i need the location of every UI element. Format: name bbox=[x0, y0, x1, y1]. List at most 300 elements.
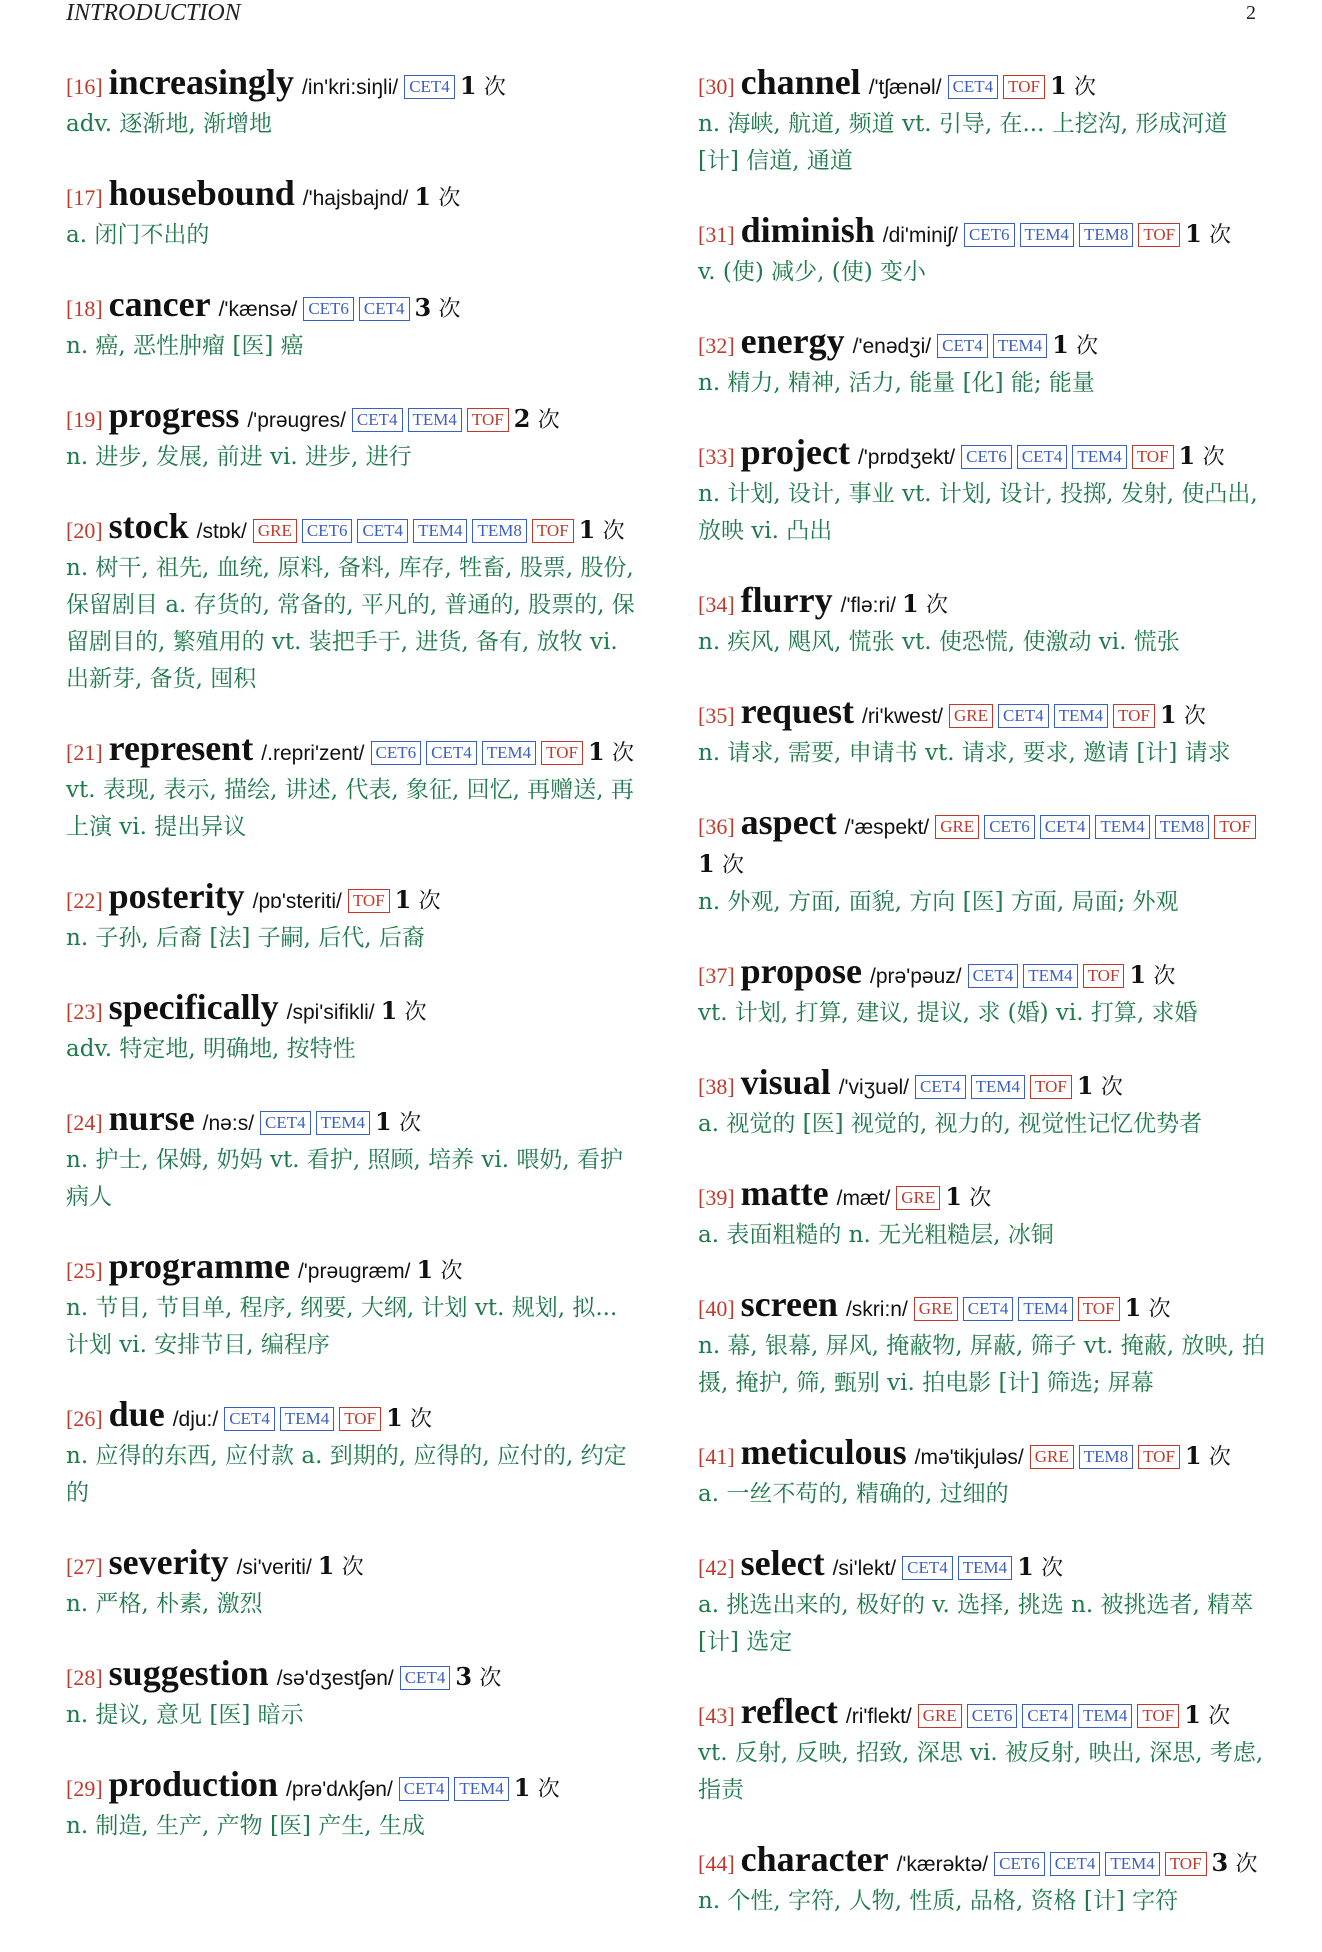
exam-tag-badge: CET4 bbox=[1017, 445, 1068, 469]
frequency-count: 1 bbox=[380, 996, 398, 1025]
phonetic: /pɒ'steriti/ bbox=[252, 890, 342, 913]
headword: reflect bbox=[740, 1691, 838, 1731]
headword: production bbox=[108, 1764, 279, 1804]
definition: n. 癌, 恶性肿瘤 [医] 癌 bbox=[66, 333, 304, 359]
phonetic: /'viʒuəl/ bbox=[838, 1076, 910, 1099]
exam-tag-badge: CET6 bbox=[303, 297, 354, 321]
headword: select bbox=[740, 1543, 825, 1583]
vocab-entry bbox=[66, 175, 642, 254]
entry-number: [16] bbox=[66, 74, 103, 99]
frequency-count: 1 bbox=[1159, 700, 1177, 729]
vocab-entry bbox=[66, 1766, 642, 1845]
entry-number: [33] bbox=[698, 444, 735, 469]
definition: n. 严格, 朴素, 激烈 bbox=[66, 1591, 263, 1617]
exam-tag-badge: TEM4 bbox=[1018, 1297, 1072, 1321]
entry-head bbox=[698, 1064, 1274, 1106]
headword: represent bbox=[108, 728, 254, 768]
headword: suggestion bbox=[108, 1653, 269, 1693]
entry-number: [43] bbox=[698, 1703, 735, 1728]
definition: n. 节目, 节目单, 程序, 纲要, 大纲, 计划 vt. 规划, 拟... 计划 vi. 安排节目, 编程序 bbox=[66, 1295, 618, 1358]
entry-number: [26] bbox=[66, 1406, 103, 1431]
headword: visual bbox=[740, 1062, 831, 1102]
exam-tag-badge: CET4 bbox=[260, 1111, 311, 1135]
frequency-unit: 次 bbox=[1208, 1704, 1231, 1729]
exam-tag-badge: CET4 bbox=[968, 964, 1019, 988]
exam-tag-badge: CET4 bbox=[948, 75, 999, 99]
definition: n. 海峡, 航道, 频道 vt. 引导, 在... 上挖沟, 形成河道 [计] 信道, 通道 bbox=[698, 111, 1228, 174]
vocab-entry bbox=[698, 693, 1274, 772]
phonetic: /mə'tikjuləs/ bbox=[914, 1446, 1024, 1469]
entry-number: [27] bbox=[66, 1554, 103, 1579]
exam-tag-badge: TEM4 bbox=[993, 334, 1047, 358]
exam-tag-badge: TEM4 bbox=[1105, 1852, 1159, 1876]
entry-number: [35] bbox=[698, 703, 735, 728]
right-column bbox=[698, 64, 1274, 1952]
frequency-unit: 次 bbox=[611, 741, 634, 766]
frequency-count: 1 bbox=[317, 1551, 335, 1580]
definition: v. (使) 减少, (使) 变小 bbox=[698, 259, 927, 285]
phonetic: /dju:/ bbox=[172, 1408, 219, 1431]
frequency-unit: 次 bbox=[969, 1186, 992, 1211]
frequency-count: 1 bbox=[513, 1773, 531, 1802]
phonetic: /'æspekt/ bbox=[844, 816, 930, 839]
exam-tag-badge: TEM4 bbox=[413, 519, 467, 543]
frequency-count: 3 bbox=[455, 1662, 473, 1691]
exam-tag-badge: CET6 bbox=[967, 1704, 1018, 1728]
frequency-count: 1 bbox=[1052, 330, 1069, 359]
frequency-unit: 次 bbox=[399, 1111, 422, 1136]
frequency-count: 1 bbox=[1185, 219, 1202, 248]
definition: n. 应得的东西, 应付款 a. 到期的, 应得的, 应付的, 约定的 bbox=[66, 1443, 627, 1506]
entry-number: [20] bbox=[66, 518, 103, 543]
frequency-count: 1 bbox=[698, 849, 715, 878]
frequency-unit: 次 bbox=[1235, 1852, 1258, 1877]
definition: n. 计划, 设计, 事业 vt. 计划, 设计, 投掷, 发射, 使凸出, 放映 vi. 凸出 bbox=[698, 481, 1258, 544]
phonetic: /in'kri:siŋli/ bbox=[302, 76, 399, 99]
phonetic: /'prəugræm/ bbox=[297, 1260, 411, 1283]
entry-number: [30] bbox=[698, 74, 735, 99]
headword: matte bbox=[740, 1173, 829, 1213]
exam-tag-badge: CET4 bbox=[404, 75, 455, 99]
entry-number: [40] bbox=[698, 1296, 735, 1321]
definition: a. 视觉的 [医] 视觉的, 视力的, 视觉性记忆优势者 bbox=[698, 1111, 1203, 1137]
definition: vt. 计划, 打算, 建议, 提议, 求 (婚) vi. 打算, 求婚 bbox=[698, 1000, 1198, 1026]
headword: aspect bbox=[740, 802, 837, 842]
entry-number: [38] bbox=[698, 1074, 735, 1099]
exam-tag-badge: TEM8 bbox=[1079, 223, 1133, 247]
entry-number: [32] bbox=[698, 333, 735, 358]
vocab-entry bbox=[66, 508, 642, 698]
exam-tag-badge: TEM4 bbox=[316, 1111, 370, 1135]
frequency-unit: 次 bbox=[537, 408, 560, 433]
vocab-entry bbox=[66, 1100, 642, 1216]
frequency-unit: 次 bbox=[438, 186, 461, 211]
frequency-unit: 次 bbox=[1148, 1297, 1171, 1322]
exam-tag-badge: TOF bbox=[1113, 704, 1155, 728]
entry-number: [36] bbox=[698, 814, 735, 839]
vocab-entry bbox=[698, 1693, 1274, 1809]
frequency-count: 2 bbox=[513, 404, 531, 433]
exam-tag-badge: TOF bbox=[541, 741, 583, 765]
phonetic: /sə'dʒestʃən/ bbox=[276, 1667, 394, 1690]
entry-head bbox=[66, 1248, 642, 1290]
vocab-entry bbox=[698, 1545, 1274, 1661]
frequency-unit: 次 bbox=[341, 1555, 364, 1580]
phonetic: /skri:n/ bbox=[845, 1298, 908, 1321]
frequency-unit: 次 bbox=[483, 75, 506, 100]
entry-number: [18] bbox=[66, 296, 103, 321]
exam-tag-badge: TEM4 bbox=[1072, 445, 1126, 469]
definition: n. 子孙, 后裔 [法] 子嗣, 后代, 后裔 bbox=[66, 925, 425, 951]
exam-tag-badge: TOF bbox=[1214, 815, 1256, 839]
phonetic: /'tʃænəl/ bbox=[868, 76, 942, 99]
vocab-entry bbox=[698, 1286, 1274, 1402]
entry-number: [19] bbox=[66, 407, 103, 432]
phonetic: /'flə:ri/ bbox=[840, 594, 896, 617]
headword: programme bbox=[108, 1246, 290, 1286]
exam-tag-badge: CET4 bbox=[352, 408, 403, 432]
exam-tag-badge: CET4 bbox=[915, 1075, 966, 1099]
definition: vt. 反射, 反映, 招致, 深思 vi. 被反射, 映出, 深思, 考虑, 指责 bbox=[698, 1740, 1264, 1803]
entry-head bbox=[698, 953, 1274, 995]
frequency-unit: 次 bbox=[537, 1777, 560, 1802]
vocab-entry bbox=[698, 64, 1274, 180]
frequency-count: 1 bbox=[1184, 1700, 1201, 1729]
exam-tag-badge: CET6 bbox=[994, 1852, 1045, 1876]
entry-head bbox=[698, 212, 1274, 254]
exam-tag-badge: GRE bbox=[896, 1186, 940, 1210]
phonetic: /nə:s/ bbox=[202, 1112, 255, 1135]
headword: diminish bbox=[740, 210, 875, 250]
definition: n. 精力, 精神, 活力, 能量 [化] 能; 能量 bbox=[698, 370, 1095, 396]
vocab-entry bbox=[698, 1841, 1274, 1920]
exam-tag-badge: CET4 bbox=[224, 1407, 275, 1431]
definition: a. 表面粗糙的 n. 无光粗糙层, 冰铜 bbox=[698, 1222, 1054, 1248]
entry-number: [22] bbox=[66, 888, 103, 913]
entry-head bbox=[66, 989, 642, 1031]
entry-head bbox=[66, 1544, 642, 1586]
exam-tag-badge: TEM4 bbox=[1078, 1704, 1132, 1728]
header-title: INTRODUCTION bbox=[66, 0, 241, 26]
exam-tag-badge: CET6 bbox=[961, 445, 1012, 469]
frequency-unit: 次 bbox=[410, 1407, 433, 1432]
exam-tag-badge: GRE bbox=[935, 815, 979, 839]
phonetic: /.repri'zent/ bbox=[261, 742, 365, 765]
exam-tag-badge: TOF bbox=[1138, 223, 1180, 247]
left-column bbox=[66, 64, 642, 1877]
phonetic: /'prɒdʒekt/ bbox=[857, 446, 956, 469]
entry-head bbox=[698, 1693, 1274, 1735]
exam-tag-badge: TOF bbox=[1132, 445, 1174, 469]
vocab-entry bbox=[66, 64, 642, 143]
entry-head bbox=[698, 582, 1274, 624]
vocab-entry bbox=[698, 953, 1274, 1032]
headword: channel bbox=[740, 62, 861, 102]
frequency-unit: 次 bbox=[926, 593, 949, 618]
definition: n. 提议, 意见 [医] 暗示 bbox=[66, 1702, 304, 1728]
frequency-count: 1 bbox=[1178, 441, 1196, 470]
exam-tag-badge: CET4 bbox=[359, 297, 410, 321]
phonetic: /ri'flekt/ bbox=[845, 1705, 912, 1728]
exam-tag-badge: CET6 bbox=[371, 741, 422, 765]
frequency-unit: 次 bbox=[438, 297, 461, 322]
exam-tag-badge: TEM4 bbox=[280, 1407, 334, 1431]
entry-head bbox=[698, 323, 1274, 365]
frequency-count: 1 bbox=[386, 1403, 403, 1432]
phonetic: /mæt/ bbox=[836, 1187, 891, 1210]
exam-tag-badge: GRE bbox=[1030, 1445, 1074, 1469]
phonetic: /ri'kwest/ bbox=[861, 705, 944, 728]
exam-tag-badge: CET4 bbox=[937, 334, 988, 358]
definition: n. 树干, 祖先, 血统, 原料, 备料, 库存, 牲畜, 股票, 股份, 保留剧目 a. 存货的, 常备的, 平凡的, 普通的, 股票的, 保留剧目的, 繁殖用的 vt. 装把手于, 进货, 备有, 放牧 vi. 出新芽, 备货, 囤积 bbox=[66, 555, 635, 692]
frequency-count: 1 bbox=[1017, 1552, 1034, 1581]
exam-tag-badge: TOF bbox=[1165, 1852, 1207, 1876]
entry-head bbox=[66, 1396, 642, 1438]
exam-tag-badge: TEM4 bbox=[1020, 223, 1074, 247]
exam-tag-badge: TOF bbox=[1078, 1297, 1120, 1321]
exam-tag-badge: TEM4 bbox=[454, 1777, 508, 1801]
headword: specifically bbox=[108, 987, 279, 1027]
exam-tag-badge: CET4 bbox=[399, 1777, 450, 1801]
exam-tag-badge: CET4 bbox=[1050, 1852, 1101, 1876]
entry-head bbox=[66, 175, 642, 217]
entry-head bbox=[698, 804, 1274, 884]
headword: meticulous bbox=[740, 1432, 907, 1472]
frequency-count: 1 bbox=[945, 1182, 962, 1211]
definition: a. 一丝不苟的, 精确的, 过细的 bbox=[698, 1481, 1009, 1507]
frequency-count: 1 bbox=[1184, 1441, 1202, 1470]
page-number: 2 bbox=[1246, 2, 1256, 24]
entry-head bbox=[698, 1175, 1274, 1217]
entry-number: [23] bbox=[66, 999, 103, 1024]
exam-tag-badge: TOF bbox=[348, 889, 390, 913]
entry-head bbox=[698, 1286, 1274, 1328]
frequency-count: 1 bbox=[901, 589, 919, 618]
definition: n. 疾风, 飓风, 慌张 vt. 使恐慌, 使激动 vi. 慌张 bbox=[698, 629, 1180, 655]
entry-head bbox=[66, 1100, 642, 1142]
headword: cancer bbox=[108, 284, 211, 324]
frequency-count: 3 bbox=[1211, 1848, 1229, 1877]
exam-tag-badge: TOF bbox=[1083, 964, 1125, 988]
frequency-count: 1 bbox=[1124, 1293, 1142, 1322]
exam-tag-badge: TEM8 bbox=[472, 519, 526, 543]
headword: flurry bbox=[740, 580, 833, 620]
vocab-entry bbox=[66, 1655, 642, 1734]
definition: n. 进步, 发展, 前进 vi. 进步, 进行 bbox=[66, 444, 412, 470]
vocab-entry bbox=[698, 804, 1274, 921]
frequency-count: 1 bbox=[578, 515, 596, 544]
definition: n. 外观, 方面, 面貌, 方向 [医] 方面, 局面; 外观 bbox=[698, 889, 1179, 915]
phonetic: /prə'pəuz/ bbox=[870, 965, 962, 988]
entry-number: [21] bbox=[66, 740, 103, 765]
exam-tag-badge: TEM8 bbox=[1155, 815, 1209, 839]
entry-number: [31] bbox=[698, 222, 735, 247]
headword: propose bbox=[740, 951, 863, 991]
frequency-count: 1 bbox=[1076, 1071, 1094, 1100]
frequency-count: 1 bbox=[414, 182, 432, 211]
entry-head bbox=[66, 1766, 642, 1808]
exam-tag-badge: TOF bbox=[1030, 1075, 1072, 1099]
exam-tag-badge: CET4 bbox=[1022, 1704, 1073, 1728]
frequency-unit: 次 bbox=[1100, 1075, 1123, 1100]
headword: due bbox=[108, 1394, 165, 1434]
exam-tag-badge: TEM4 bbox=[1095, 815, 1149, 839]
vocab-entry bbox=[698, 582, 1274, 661]
entry-number: [25] bbox=[66, 1258, 103, 1283]
vocab-entry bbox=[698, 1064, 1274, 1143]
frequency-unit: 次 bbox=[1153, 964, 1176, 989]
headword: character bbox=[740, 1839, 889, 1879]
exam-tag-badge: TEM4 bbox=[971, 1075, 1025, 1099]
phonetic: /stɒk/ bbox=[196, 520, 247, 543]
frequency-count: 3 bbox=[414, 293, 432, 322]
frequency-unit: 次 bbox=[479, 1666, 502, 1691]
phonetic: /'enədʒi/ bbox=[852, 335, 932, 358]
entry-head bbox=[698, 1434, 1274, 1476]
exam-tag-badge: CET4 bbox=[426, 741, 477, 765]
exam-tag-badge: CET4 bbox=[963, 1297, 1014, 1321]
exam-tag-badge: TOF bbox=[1003, 75, 1045, 99]
exam-tag-badge: CET4 bbox=[400, 1666, 451, 1690]
headword: increasingly bbox=[108, 62, 294, 102]
vocab-entry bbox=[698, 212, 1274, 291]
exam-tag-badge: TOF bbox=[467, 408, 509, 432]
exam-tag-badge: TEM4 bbox=[482, 741, 536, 765]
frequency-count: 1 bbox=[394, 885, 412, 914]
entry-number: [28] bbox=[66, 1665, 103, 1690]
exam-tag-badge: TEM4 bbox=[958, 1556, 1012, 1580]
definition: adv. 逐渐地, 渐增地 bbox=[66, 111, 272, 137]
entry-number: [44] bbox=[698, 1851, 735, 1876]
page-header bbox=[66, 0, 1256, 30]
frequency-count: 1 bbox=[1129, 960, 1147, 989]
entry-number: [17] bbox=[66, 185, 103, 210]
exam-tag-badge: CET6 bbox=[302, 519, 353, 543]
headword: housebound bbox=[108, 173, 295, 213]
exam-tag-badge: TOF bbox=[339, 1407, 381, 1431]
entry-number: [24] bbox=[66, 1110, 103, 1135]
exam-tag-badge: CET6 bbox=[964, 223, 1015, 247]
definition: n. 请求, 需要, 申请书 vt. 请求, 要求, 邀请 [计] 请求 bbox=[698, 740, 1231, 766]
entry-head bbox=[66, 397, 642, 439]
entry-head bbox=[698, 64, 1274, 106]
phonetic: /'kærəktə/ bbox=[896, 1853, 989, 1876]
vocab-entry bbox=[66, 397, 642, 476]
headword: stock bbox=[108, 506, 189, 546]
exam-tag-badge: CET6 bbox=[984, 815, 1035, 839]
frequency-unit: 次 bbox=[1041, 1556, 1064, 1581]
definition: n. 制造, 生产, 产物 [医] 产生, 生成 bbox=[66, 1813, 425, 1839]
vocab-entry bbox=[698, 1175, 1274, 1254]
entry-head bbox=[66, 1655, 642, 1697]
headword: request bbox=[740, 691, 854, 731]
exam-tag-badge: CET4 bbox=[357, 519, 408, 543]
exam-tag-badge: CET4 bbox=[902, 1556, 953, 1580]
exam-tag-badge: TOF bbox=[1137, 1704, 1179, 1728]
vocab-entry bbox=[698, 434, 1274, 550]
frequency-count: 1 bbox=[459, 71, 477, 100]
headword: project bbox=[740, 432, 850, 472]
phonetic: /prə'dʌkʃən/ bbox=[286, 1778, 393, 1801]
exam-tag-badge: TOF bbox=[1138, 1445, 1180, 1469]
vocab-entry bbox=[66, 989, 642, 1068]
exam-tag-badge: GRE bbox=[918, 1704, 962, 1728]
headword: nurse bbox=[108, 1098, 195, 1138]
phonetic: /'kænsə/ bbox=[218, 298, 298, 321]
headword: screen bbox=[740, 1284, 838, 1324]
headword: energy bbox=[740, 321, 845, 361]
frequency-unit: 次 bbox=[1074, 75, 1097, 100]
frequency-unit: 次 bbox=[1209, 223, 1232, 248]
entry-head bbox=[66, 878, 642, 920]
vocab-entry bbox=[698, 1434, 1274, 1513]
exam-tag-badge: GRE bbox=[914, 1297, 958, 1321]
headword: severity bbox=[108, 1542, 229, 1582]
entry-number: [34] bbox=[698, 592, 735, 617]
entry-head bbox=[698, 1841, 1274, 1883]
entry-head bbox=[66, 286, 642, 328]
entry-head bbox=[66, 508, 642, 550]
frequency-unit: 次 bbox=[1202, 445, 1225, 470]
vocab-entry bbox=[66, 1544, 642, 1623]
headword: posterity bbox=[108, 876, 245, 916]
definition: n. 护士, 保姆, 奶妈 vt. 看护, 照顾, 培养 vi. 喂奶, 看护病人 bbox=[66, 1147, 623, 1210]
frequency-unit: 次 bbox=[440, 1259, 463, 1284]
frequency-unit: 次 bbox=[1208, 1445, 1231, 1470]
phonetic: /'prəugres/ bbox=[247, 409, 346, 432]
vocab-entry bbox=[66, 1248, 642, 1364]
vocab-entry bbox=[66, 878, 642, 957]
definition: vt. 表现, 表示, 描绘, 讲述, 代表, 象征, 回忆, 再赠送, 再上演 vi. 提出异议 bbox=[66, 777, 634, 840]
frequency-unit: 次 bbox=[1076, 334, 1099, 359]
frequency-unit: 次 bbox=[1183, 704, 1206, 729]
vocab-entry bbox=[66, 286, 642, 365]
definition: a. 闭门不出的 bbox=[66, 222, 210, 248]
exam-tag-badge: TOF bbox=[532, 519, 574, 543]
frequency-unit: 次 bbox=[418, 889, 441, 914]
entry-head bbox=[66, 64, 642, 106]
phonetic: /spi'sifikli/ bbox=[286, 1001, 375, 1024]
exam-tag-badge: TEM8 bbox=[1079, 1445, 1133, 1469]
exam-tag-badge: CET4 bbox=[1040, 815, 1091, 839]
exam-tag-badge: GRE bbox=[253, 519, 297, 543]
entry-number: [29] bbox=[66, 1776, 103, 1801]
frequency-unit: 次 bbox=[602, 519, 625, 544]
definition: adv. 特定地, 明确地, 按特性 bbox=[66, 1036, 356, 1062]
frequency-unit: 次 bbox=[722, 853, 745, 878]
entry-head bbox=[698, 693, 1274, 735]
phonetic: /si'veriti/ bbox=[236, 1556, 312, 1579]
vocab-entry bbox=[66, 1396, 642, 1512]
vocab-entry bbox=[66, 730, 642, 846]
definition: n. 幕, 银幕, 屏风, 掩蔽物, 屏蔽, 筛子 vt. 掩蔽, 放映, 拍摄, 掩护, 筛, 甄别 vi. 拍电影 [计] 筛选; 屏幕 bbox=[698, 1333, 1265, 1396]
frequency-unit: 次 bbox=[404, 1000, 427, 1025]
entry-head bbox=[698, 1545, 1274, 1587]
frequency-count: 1 bbox=[1049, 71, 1067, 100]
frequency-count: 1 bbox=[375, 1107, 392, 1136]
phonetic: /di'miniʃ/ bbox=[882, 224, 958, 247]
phonetic: /si'lekt/ bbox=[832, 1557, 897, 1580]
definition: n. 个性, 字符, 人物, 性质, 品格, 资格 [计] 字符 bbox=[698, 1888, 1179, 1914]
vocab-entry bbox=[698, 323, 1274, 402]
headword: progress bbox=[108, 395, 240, 435]
entry-number: [41] bbox=[698, 1444, 735, 1469]
exam-tag-badge: CET4 bbox=[998, 704, 1049, 728]
exam-tag-badge: TEM4 bbox=[408, 408, 462, 432]
exam-tag-badge: TEM4 bbox=[1023, 964, 1077, 988]
frequency-count: 1 bbox=[416, 1255, 434, 1284]
exam-tag-badge: GRE bbox=[949, 704, 993, 728]
